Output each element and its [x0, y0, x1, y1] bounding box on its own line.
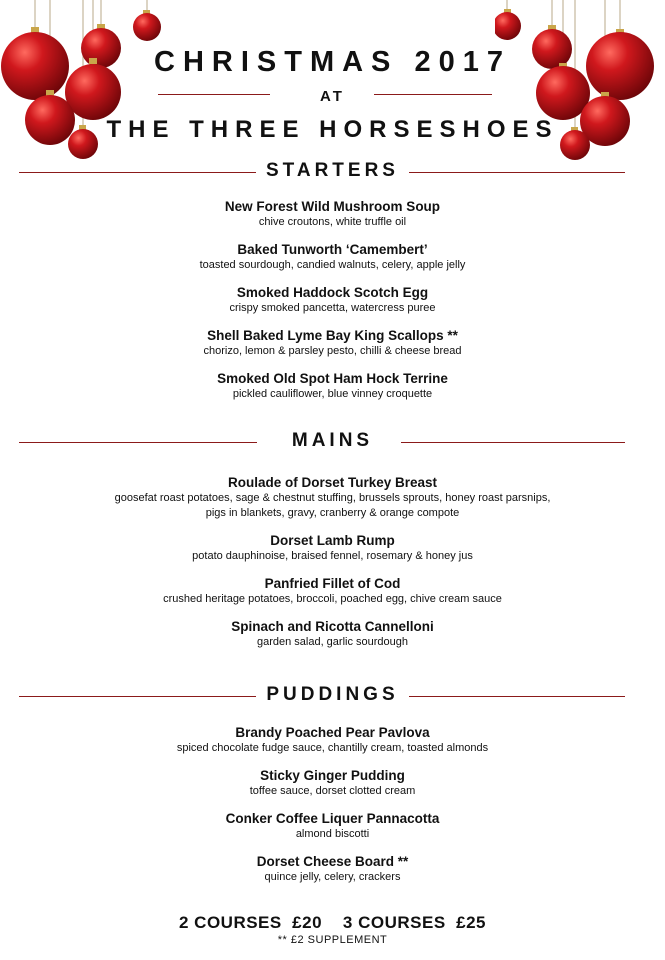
dish-name: Brandy Poached Pear Pavlova — [235, 725, 430, 740]
menu-item — [0, 767, 665, 799]
dish-name: Dorset Lamb Rump — [270, 533, 395, 548]
title-at: AT — [320, 88, 345, 105]
dish-name: Shell Baked Lyme Bay King Scallops ** — [207, 328, 458, 343]
dish-description: crushed heritage potatoes, broccoli, poached egg, chive cream sauce — [163, 593, 502, 605]
section-header — [0, 160, 665, 186]
section-rule — [19, 442, 257, 443]
menu-item — [0, 198, 665, 230]
dish-description: garden salad, garlic sourdough — [256, 636, 409, 648]
pricing-block — [0, 913, 665, 946]
christmas-bauble-icon — [495, 9, 521, 40]
dish-description: chive croutons, white truffle oil — [258, 216, 407, 228]
christmas-bauble-icon — [133, 10, 161, 41]
ornaments-right — [495, 0, 665, 170]
starters-section — [0, 160, 665, 402]
dish-name: Smoked Old Spot Ham Hock Terrine — [217, 371, 448, 386]
section-title-starters: STARTERS — [256, 160, 409, 182]
venue-name: THE THREE HORSESHOES — [106, 116, 559, 143]
ornaments-left — [0, 0, 170, 170]
section-rule — [401, 172, 625, 173]
menu-item — [0, 575, 665, 607]
dish-description: potato dauphinoise, braised fennel, rosemary & honey jus — [192, 550, 473, 562]
dish-description: toffee sauce, dorset clotted cream — [249, 785, 416, 797]
menu-item — [0, 618, 665, 650]
section-rule — [401, 696, 625, 697]
section-title-mains: MAINS — [282, 430, 383, 452]
dish-description-line2: pigs in blankets, gravy, cranberry & orange compote — [205, 507, 460, 519]
menu-item — [0, 532, 665, 564]
dish-name: New Forest Wild Mushroom Soup — [224, 199, 441, 214]
section-title-puddings: PUDDINGS — [256, 684, 408, 706]
dish-name: Dorset Cheese Board ** — [256, 854, 409, 869]
supplement-note: ** £2 SUPPLEMENT — [277, 934, 388, 946]
mains-section — [0, 430, 665, 650]
menu-item — [0, 724, 665, 756]
section-header — [0, 430, 665, 456]
dish-description: chorizo, lemon & parsley pesto, chilli & cheese bread — [203, 345, 462, 357]
dish-description: goosefat roast potatoes, sage & chestnut stuffing, brussels sprouts, honey roast parsnips, — [114, 492, 551, 504]
dish-description: pickled cauliflower, blue vinney croquette — [232, 388, 433, 400]
menu-item — [0, 853, 665, 885]
title-divider-right — [374, 94, 492, 95]
puddings-section — [0, 684, 665, 885]
menu-item — [0, 810, 665, 842]
dish-name: Spinach and Ricotta Cannelloni — [231, 619, 434, 634]
dish-name: Panfried Fillet of Cod — [264, 576, 401, 591]
dish-description: toasted sourdough, candied walnuts, celery, apple jelly — [199, 259, 466, 271]
section-rule — [19, 172, 257, 173]
section-rule — [19, 696, 257, 697]
dish-name: Sticky Ginger Pudding — [260, 768, 405, 783]
dish-description: spiced chocolate fudge sauce, chantilly cream, toasted almonds — [176, 742, 489, 754]
menu-item — [0, 474, 665, 521]
dish-name: Conker Coffee Liquer Pannacotta — [225, 811, 440, 826]
menu-item — [0, 284, 665, 316]
dish-name: Smoked Haddock Scotch Egg — [236, 285, 429, 300]
dish-name: Baked Tunworth ‘Camembert’ — [237, 242, 428, 257]
dish-name: Roulade of Dorset Turkey Breast — [227, 475, 438, 490]
dish-description: almond biscotti — [295, 828, 370, 840]
menu-item — [0, 327, 665, 359]
section-header — [0, 684, 665, 710]
menu-item — [0, 370, 665, 402]
dish-description: quince jelly, celery, crackers — [264, 871, 401, 883]
dish-description: crispy smoked pancetta, watercress puree — [229, 302, 436, 314]
menu-item — [0, 241, 665, 273]
menu-title: CHRISTMAS 2017 — [154, 46, 511, 78]
course-prices: 2 COURSES £20 3 COURSES £25 — [178, 913, 486, 932]
section-rule — [401, 442, 625, 443]
